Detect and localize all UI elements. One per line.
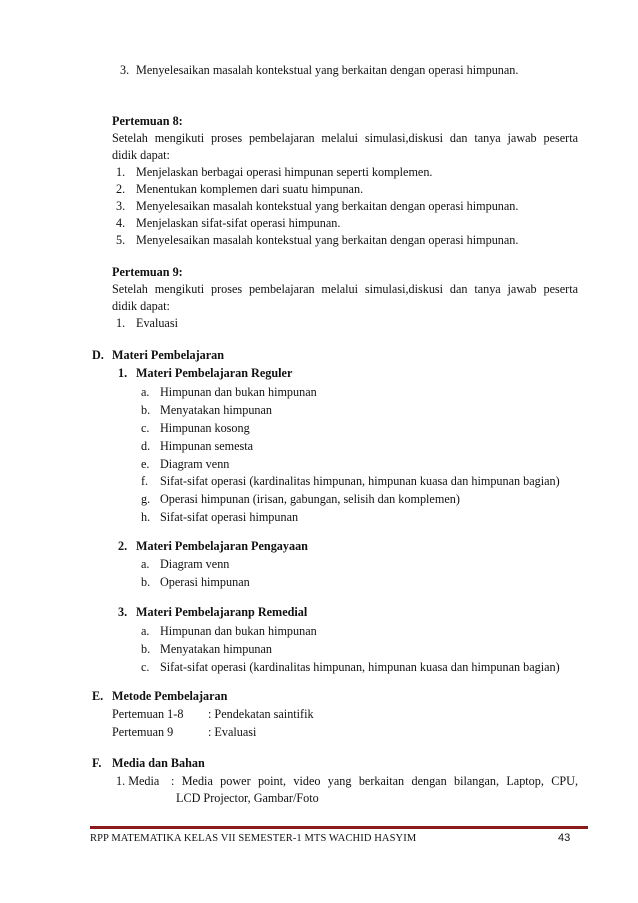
pertemuan9-title: Pertemuan 9: <box>112 265 183 279</box>
section-e-letter: E. <box>92 689 104 703</box>
list-item-text: Sifat-sifat operasi himpunan <box>160 510 299 524</box>
footer-rule <box>90 826 588 829</box>
list-item-text: Menyelesaikan masalah kontekstual yang berkaitan dengan operasi himpunan. <box>136 233 519 247</box>
subsection-title-pengayaan: Materi Pembelajaran Pengayaan <box>136 539 308 553</box>
list-item-letter: c. <box>141 660 150 674</box>
subsection-title-reguler: Materi Pembelajaran Reguler <box>136 366 293 380</box>
list-item-text: Himpunan dan bukan himpunan <box>160 385 317 399</box>
list-item-letter: b. <box>141 642 151 656</box>
method-row-label: Pertemuan 1-8 <box>112 707 184 721</box>
top-item-text: Menyelesaikan masalah kontekstual yang berkaitan dengan operasi himpunan. <box>136 63 519 77</box>
list-item-text: Diagram venn <box>160 557 230 571</box>
media-label: 1. Media <box>116 774 160 788</box>
list-item-text: Himpunan kosong <box>160 421 250 435</box>
method-row-label: Pertemuan 9 <box>112 725 174 739</box>
list-item-text: Menjelaskan sifat-sifat operasi himpunan. <box>136 216 341 230</box>
section-f-letter: F. <box>92 756 102 770</box>
list-item-letter: h. <box>141 510 151 524</box>
list-item-number: 2. <box>116 182 126 196</box>
list-item-text: Operasi himpunan <box>160 575 250 589</box>
list-item-letter: a. <box>141 557 150 571</box>
section-e-title: Metode Pembelajaran <box>112 689 228 703</box>
list-item-number: 1. <box>116 316 126 330</box>
section-d-letter: D. <box>92 348 104 362</box>
list-item-letter: b. <box>141 403 151 417</box>
subsection-number: 1. <box>118 366 128 380</box>
list-item-number: 5. <box>116 233 126 247</box>
pertemuan8-intro-line1: Setelah mengikuti proses pembelajaran melalui simulasi,diskusi dan tanya jawab peserta <box>112 131 578 145</box>
media-line2: LCD Projector, Gambar/Foto <box>176 791 319 805</box>
section-d-title: Materi Pembelajaran <box>112 348 225 362</box>
pertemuan9-intro-line1: Setelah mengikuti proses pembelajaran melalui simulasi,diskusi dan tanya jawab peserta <box>112 282 578 296</box>
list-item-letter: f. <box>141 474 149 488</box>
list-item-text: Sifat-sifat operasi (kardinalitas himpunan, himpunan kuasa dan himpunan bagian) <box>160 474 560 488</box>
list-item-text: Sifat-sifat operasi (kardinalitas himpunan, himpunan kuasa dan himpunan bagian) <box>160 660 560 674</box>
page-number: 43 <box>558 832 571 844</box>
list-item-letter: e. <box>141 457 150 471</box>
section-f-title: Media dan Bahan <box>112 756 205 770</box>
list-item-text: Himpunan dan bukan himpunan <box>160 624 317 638</box>
subsection-title-remedial: Materi Pembelajaranp Remedial <box>136 605 308 619</box>
pertemuan8-title: Pertemuan 8: <box>112 114 183 128</box>
list-item-letter: a. <box>141 624 150 638</box>
pertemuan8-intro-line2: didik dapat: <box>112 148 170 162</box>
subsection-number: 2. <box>118 539 128 553</box>
list-item-number: 1. <box>116 165 126 179</box>
list-item-text: Menyatakan himpunan <box>160 642 273 656</box>
list-item-number: 4. <box>116 216 126 230</box>
list-item-text: Himpunan semesta <box>160 439 254 453</box>
method-row-value: : Pendekatan saintifik <box>208 707 314 721</box>
top-item-number: 3. <box>120 63 130 77</box>
list-item-text: Menentukan komplemen dari suatu himpunan. <box>136 182 364 196</box>
list-item-letter: g. <box>141 492 151 506</box>
list-item-text: Evaluasi <box>136 316 178 330</box>
list-item-letter: a. <box>141 385 150 399</box>
subsection-number: 3. <box>118 605 128 619</box>
footer-title: RPP MATEMATIKA KELAS VII SEMESTER-1 MTS WACHID HASYIM <box>90 833 417 844</box>
pertemuan9-intro-line2: didik dapat: <box>112 299 170 313</box>
list-item-number: 3. <box>116 199 126 213</box>
method-row-value: : Evaluasi <box>208 725 257 739</box>
list-item-text: Diagram venn <box>160 457 230 471</box>
list-item-text: Menyatakan himpunan <box>160 403 273 417</box>
media-line1: : Media power point, video yang berkaitan dengan bilangan, Laptop, CPU, <box>171 774 578 788</box>
list-item-letter: d. <box>141 439 151 453</box>
list-item-letter: c. <box>141 421 150 435</box>
list-item-text: Operasi himpunan (irisan, gabungan, selisih dan komplemen) <box>160 492 460 506</box>
list-item-text: Menjelaskan berbagai operasi himpunan seperti komplemen. <box>136 165 433 179</box>
list-item-letter: b. <box>141 575 151 589</box>
list-item-text: Menyelesaikan masalah kontekstual yang berkaitan dengan operasi himpunan. <box>136 199 519 213</box>
